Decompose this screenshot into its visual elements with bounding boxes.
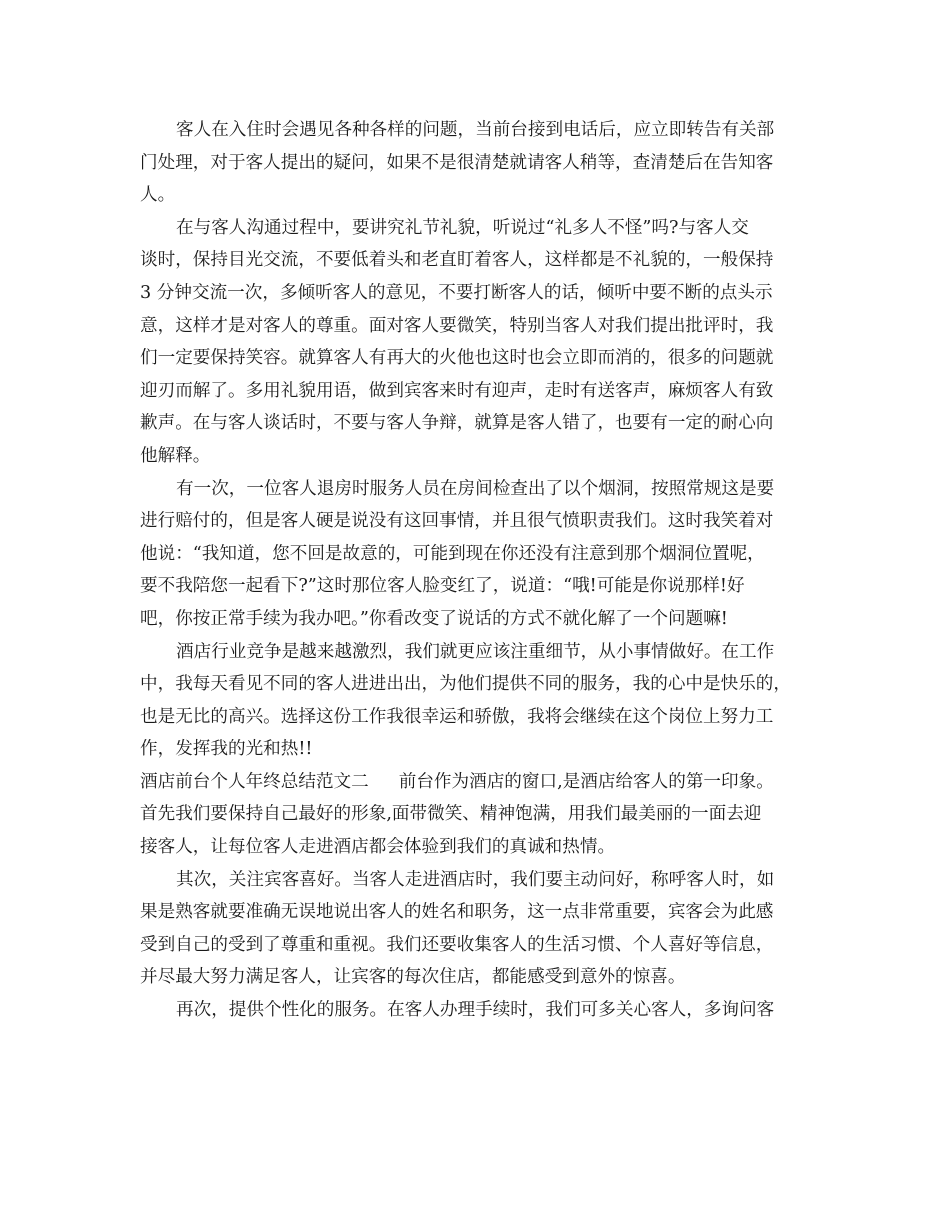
text-line: 迎刃而解了。多用礼貌用语，做到宾客来时有迎声，走时有送客声，麻烦客人有致 [140,380,774,401]
text-line: 也是无比的高兴。选择这份工作我很幸运和骄傲，我将会继续在这个岗位上努力工 [140,706,774,727]
text-line: 在与客人沟通过程中，要讲究礼节礼貌，听说过“礼多人不怪”吗?与客人交 [176,217,749,238]
text-line: 接客人，让每位客人走进酒店都会体验到我们的真诚和热情。 [140,837,616,858]
text-line: 有一次，一位客人退房时服务人员在房间检查出了以个烟洞，按照常规这是要 [176,478,775,499]
paragraph-personalized [140,994,830,1027]
text-line: 吧，你按正常手续为我办吧。”你看改变了说话的方式不就化解了一个问题嘛! [140,608,728,629]
text-line: 再次，提供个性化的服务。在客人办理手续时，我们可多关心客人，多询问客 [176,1000,775,1021]
text-line: 谈时，保持目光交流，不要低着头和老直盯着客人，这样都是不礼貌的，一般保持 [140,250,774,271]
text-line: 们一定要保持笑容。就算客人有再大的火他也这时也会立即而消的，很多的问题就 [140,348,774,369]
text-line: 中，我每天看见不同的客人进进出出，为他们提供不同的服务，我的心中是快乐的， [140,674,791,695]
text-line: 并尽最大努力满足客人，让宾客的每次住店，都能感受到意外的惊喜。 [140,967,686,988]
text-line: 进行赔付的，但是客人硬是说没有这回事情，并且很气愤职责我们。这时我笑着对 [140,511,774,532]
text-line: 意，这样才是对客人的尊重。面对客人要微笑，特别当客人对我们提出批评时，我 [140,315,774,336]
text-line: 果是熟客就要准确无误地说出客人的姓名和职务，这一点非常重要，宾客会为此感 [140,902,774,923]
text-line: 客人在入住时会遇见各种各样的问题，当前台接到电话后，应立即转告有关部 [176,120,775,140]
text-line: 门处理，对于客人提出的疑问，如果不是很清楚就请客人稍等，查清楚后在告知客 [140,152,774,173]
paragraph-etiquette [140,212,830,473]
text-line: 作，发挥我的光和热!! [140,739,313,760]
text-line: 受到自己的受到了尊重和重视。我们还要收集客人的生活习惯、个人喜好等信息， [140,934,774,955]
paragraph-conclusion [140,636,830,766]
text-line: 首先我们要保持自己最好的形象,面带微笑、精神饱满，用我们最美丽的一面去迎 [140,804,762,825]
document-body [140,114,830,1027]
text-line: 要不我陪您一起看下?”这时那位客人脸变红了，说道：“哦!可能是你说那样!好 [140,576,745,597]
text-line: 3 分钟交流一次，多倾听客人的意见，不要打断客人的话，倾听中要不断的点头示 [140,282,773,303]
text-line: 酒店行业竞争是越来越激烈，我们就更应该注重细节，从小事情做好。在工作 [176,641,775,662]
text-line: 歉声。在与客人谈话时，不要与客人争辩，就算是客人错了，也要有一定的耐心向 [140,413,774,434]
section-intro: 前台作为酒店的窗口,是酒店给客人的第一印象。 [398,771,774,792]
text-line: 他解释。 [140,445,211,466]
section-two [140,766,830,864]
section-title: 酒店前台个人年终总结范文二 [140,771,369,792]
paragraph-story [140,473,830,636]
text-line: 其次，关注宾客喜好。当客人走进酒店时，我们要主动问好，称呼客人时，如 [176,869,775,890]
text-line: 人。 [140,185,176,206]
paragraph-preferences [140,864,830,994]
paragraph-inquiries [140,114,830,212]
section-heading-line [140,766,830,799]
text-line: 他说：“我知道，您不回是故意的，可能到现在你还没有注意到那个烟洞位置呢， [140,543,765,564]
